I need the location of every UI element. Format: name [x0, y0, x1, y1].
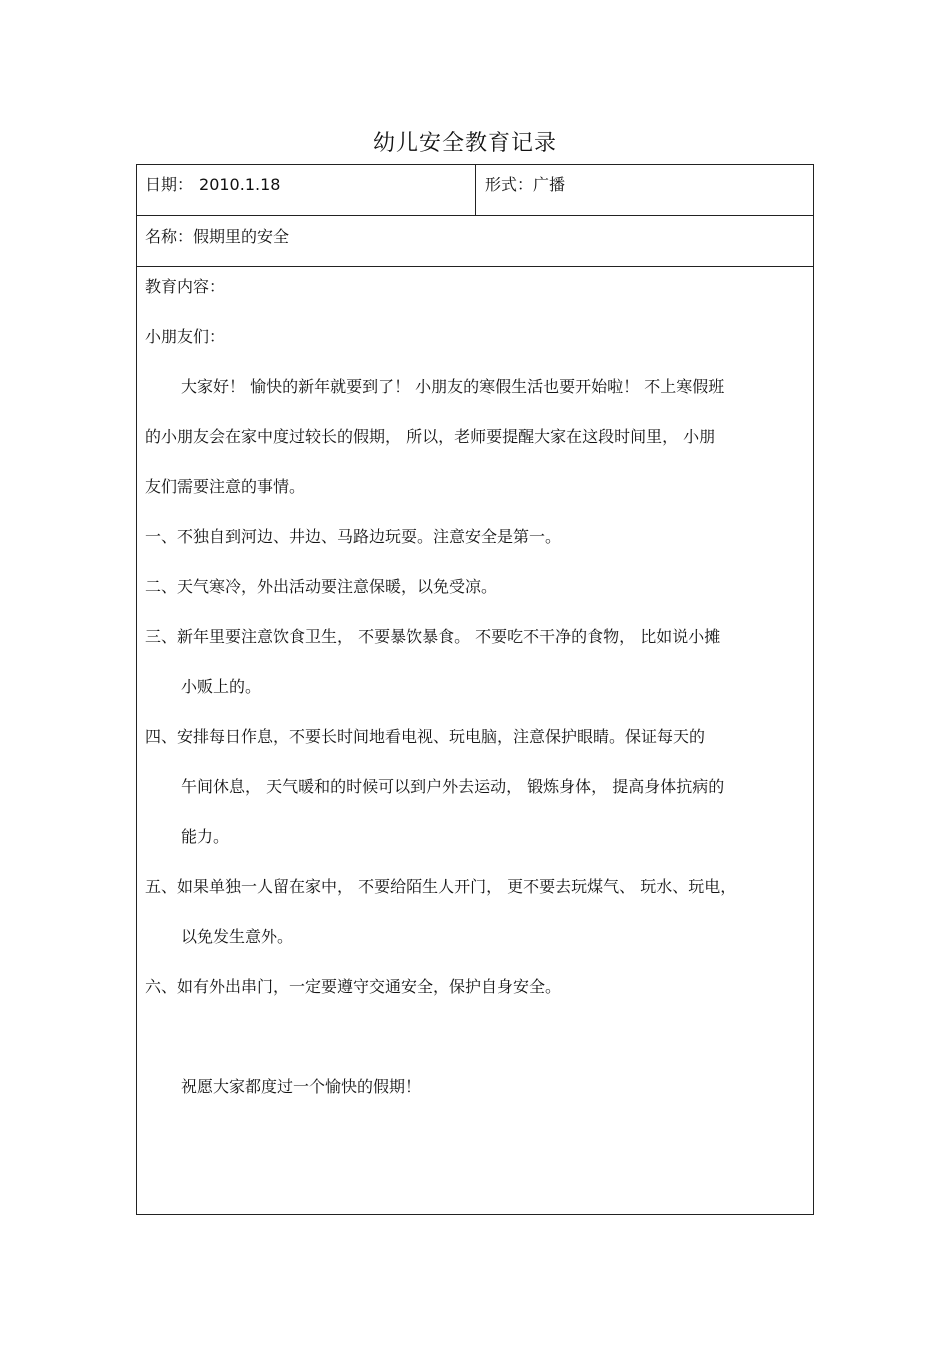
intro-line: 友们需要注意的事情。: [145, 477, 306, 496]
format-label: 形式：: [485, 175, 534, 194]
list-item: 二、天气寒冷，外出活动要注意保暖，以免受凉。: [145, 577, 498, 596]
list-item: 三、新年里要注意饮食卫生， 不要暴饮暴食。 不要吃不干净的食物， 比如说小摊: [145, 627, 721, 646]
format-value: 广播: [533, 175, 566, 194]
intro-line: 的小朋友会在家中度过较长的假期， 所以，老师要提醒大家在这段时间里， 小朋: [145, 427, 716, 446]
date-value: 2010.1.18: [199, 175, 281, 194]
name-value: 假期里的安全: [193, 227, 290, 246]
greeting: 小朋友们：: [145, 327, 226, 346]
list-item-continuation: 午间休息， 天气暖和的时候可以到户外去运动， 锻炼身体， 提高身体抗病的: [181, 777, 725, 796]
list-item: 五、如果单独一人留在家中， 不要给陌生人开门， 更不要去玩煤气、 玩水、玩电，: [145, 877, 737, 896]
list-item-continuation: 以免发生意外。: [181, 927, 294, 946]
closing-line: 祝愿大家都度过一个愉快的假期！: [181, 1077, 422, 1096]
content-heading: 教育内容：: [145, 277, 226, 296]
name-row: [137, 216, 813, 267]
date-field: [145, 172, 280, 195]
page-title: 幼儿安全教育记录: [372, 131, 557, 156]
date-label: 日期：: [145, 175, 194, 194]
name-field: [145, 224, 289, 247]
list-item: 六、如有外出串门，一定要遵守交通安全，保护自身安全。: [145, 977, 562, 996]
header-row: [137, 165, 813, 216]
intro-line: 大家好！ 愉快的新年就要到了！ 小朋友的寒假生活也要开始啦！ 不上寒假班: [181, 377, 725, 396]
list-item-continuation: 小贩上的。: [181, 677, 262, 696]
format-field: [485, 172, 565, 195]
list-item: 一、不独自到河边、井边、马路边玩耍。注意安全是第一。: [145, 527, 562, 546]
record-form: [136, 164, 814, 1215]
list-item-continuation: 能力。: [181, 827, 230, 846]
column-divider: [475, 165, 476, 215]
name-label: 名称：: [145, 227, 194, 246]
list-item: 四、安排每日作息，不要长时间地看电视、玩电脑，注意保护眼睛。保证每天的: [145, 727, 706, 746]
